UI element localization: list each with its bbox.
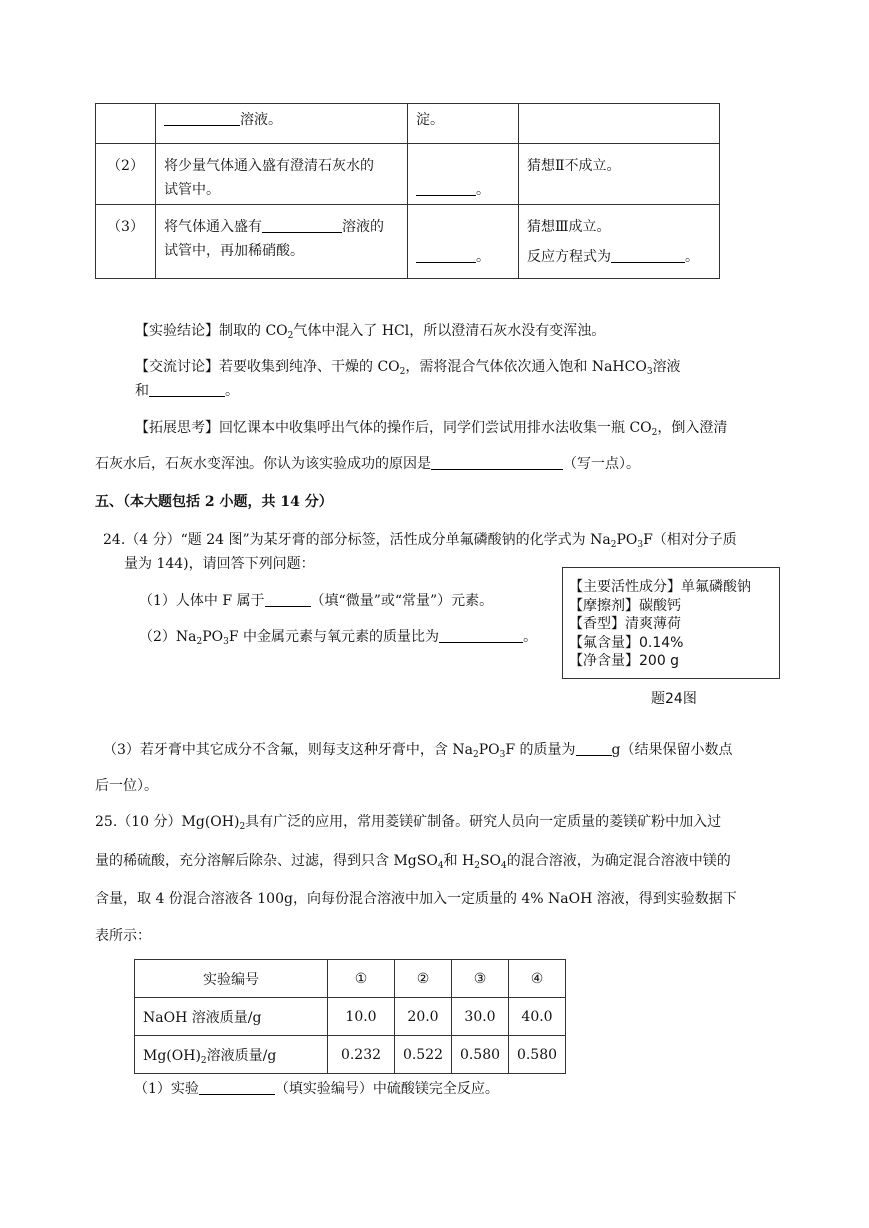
table-cell: 猜想Ⅲ成立。 反应方程式为 。 — [519, 205, 720, 279]
label-line: 【净含量】200 g — [569, 653, 680, 669]
question-25-part1: （1）实验 （填实验编号）中硫酸镁完全反应。 — [134, 1081, 499, 1097]
exchange-discussion-line2: 和 。 — [135, 383, 239, 399]
extension-thinking: 【拓展思考】回忆课本中收集呼出气体的操作后，同学们尝试用排水法收集一瓶 $CO_2$，倒入澄清 — [135, 420, 728, 438]
question-24-part3-line2: 后一位）。 — [95, 778, 158, 794]
extension-thinking-line2: 石灰水后，石灰水变浑浊。你认为该实验成功的原因是 （写一点）。 — [95, 456, 640, 472]
label-line: 【氟含量】0.14% — [569, 634, 684, 651]
table-cell: 猜想Ⅱ不成立。 — [519, 144, 720, 205]
label-line: 【摩擦剂】碳酸钙 — [569, 597, 681, 614]
table-row: （2） 将少量气体通入盛有澄清石灰水的 试管中。 。 猜想Ⅱ不成立。 — [96, 144, 720, 205]
question-24-stem: 24.（4 分）“题 24 图”为某牙膏的部分标签，活性成分单氟磷酸钠的化学式为 $Na_2PO_3F$（相对分子质 — [103, 532, 737, 550]
table-row: （3） 将气体通入盛有 溶液的 试管中，再加稀硝酸。 。 猜想Ⅲ成立。 反应方程式为 。 — [96, 205, 720, 279]
table-cell: 将气体通入盛有 溶液的 试管中，再加稀硝酸。 — [156, 205, 408, 279]
question-24-part3: （3）若牙膏中其它成分不含氟，则每支这种牙膏中，含 $Na_2PO_3F$ 的质量为 g（结果保留小数点 — [103, 742, 733, 760]
table-cell: 将少量气体通入盛有澄清石灰水的 试管中。 — [156, 144, 408, 205]
toothpaste-label-box — [562, 567, 780, 679]
experiment-table — [95, 103, 720, 279]
label-line: 【香型】清爽薄荷 — [569, 616, 681, 632]
label-line: 【主要活性成分】单氟磷酸钠 — [569, 579, 751, 595]
table-cell: 淀。 — [408, 104, 519, 144]
question-24-stem-line2: 量为 144)，请回答下列问题： — [124, 556, 315, 572]
exchange-discussion: 【交流讨论】若要收集到纯净、干燥的 $CO_2$，需将混合气体依次通入饱和 NaHCO$_3$溶液 — [135, 359, 681, 377]
figure-caption: 题24图 — [651, 691, 697, 707]
question-25-stem-line3: 含量，取 4 份混合溶液各 100g，向每份混合溶液中加入一定质量的 4% NaOH 溶液，得到实验数据下 — [95, 891, 737, 907]
section-heading: 五、（本大题包括 2 小题，共 14 分） — [95, 494, 333, 510]
table-cell: 。 — [408, 144, 519, 205]
question-24-part1: （1）人体中 F 属于 （填“微量”或“常量”）元素。 — [139, 593, 494, 609]
data-table — [134, 959, 566, 1074]
question-24-part2: $(2)Na_2PO_3F$ 中金属元素与氧元素的质量比为 。 — [139, 629, 538, 647]
question-25-stem-line2: 量的稀硫酸，充分溶解后除杂、过滤，得到只含 MgSO$_4$和 $H_2SO_4$的混合溶液，为确定混合溶液中镁的 — [95, 853, 731, 871]
table-cell: 。 — [408, 205, 519, 279]
table-row: 溶液。 淀。 — [96, 104, 720, 144]
table-row: NaOH 溶液质量/g 10.0 20.0 30.0 40.0 — [135, 998, 566, 1036]
question-25-stem-line4: 表所示： — [95, 928, 151, 944]
question-25-stem: 25.（10 分）$Mg(OH)_2$具有广泛的应用，常用菱镁矿制备。研究人员向一定质量的菱镁矿粉中加入过 — [95, 814, 722, 832]
experiment-conclusion: 【实验结论】制取的 $CO_2$气体中混入了 HCl，所以澄清石灰水没有变浑浊。 — [135, 323, 606, 341]
table-row: $Mg(OH)_2$溶液质量/g 0.232 0.522 0.580 0.580 — [135, 1036, 566, 1074]
table-row: 实验编号 ① ② ③ ④ — [135, 960, 566, 998]
